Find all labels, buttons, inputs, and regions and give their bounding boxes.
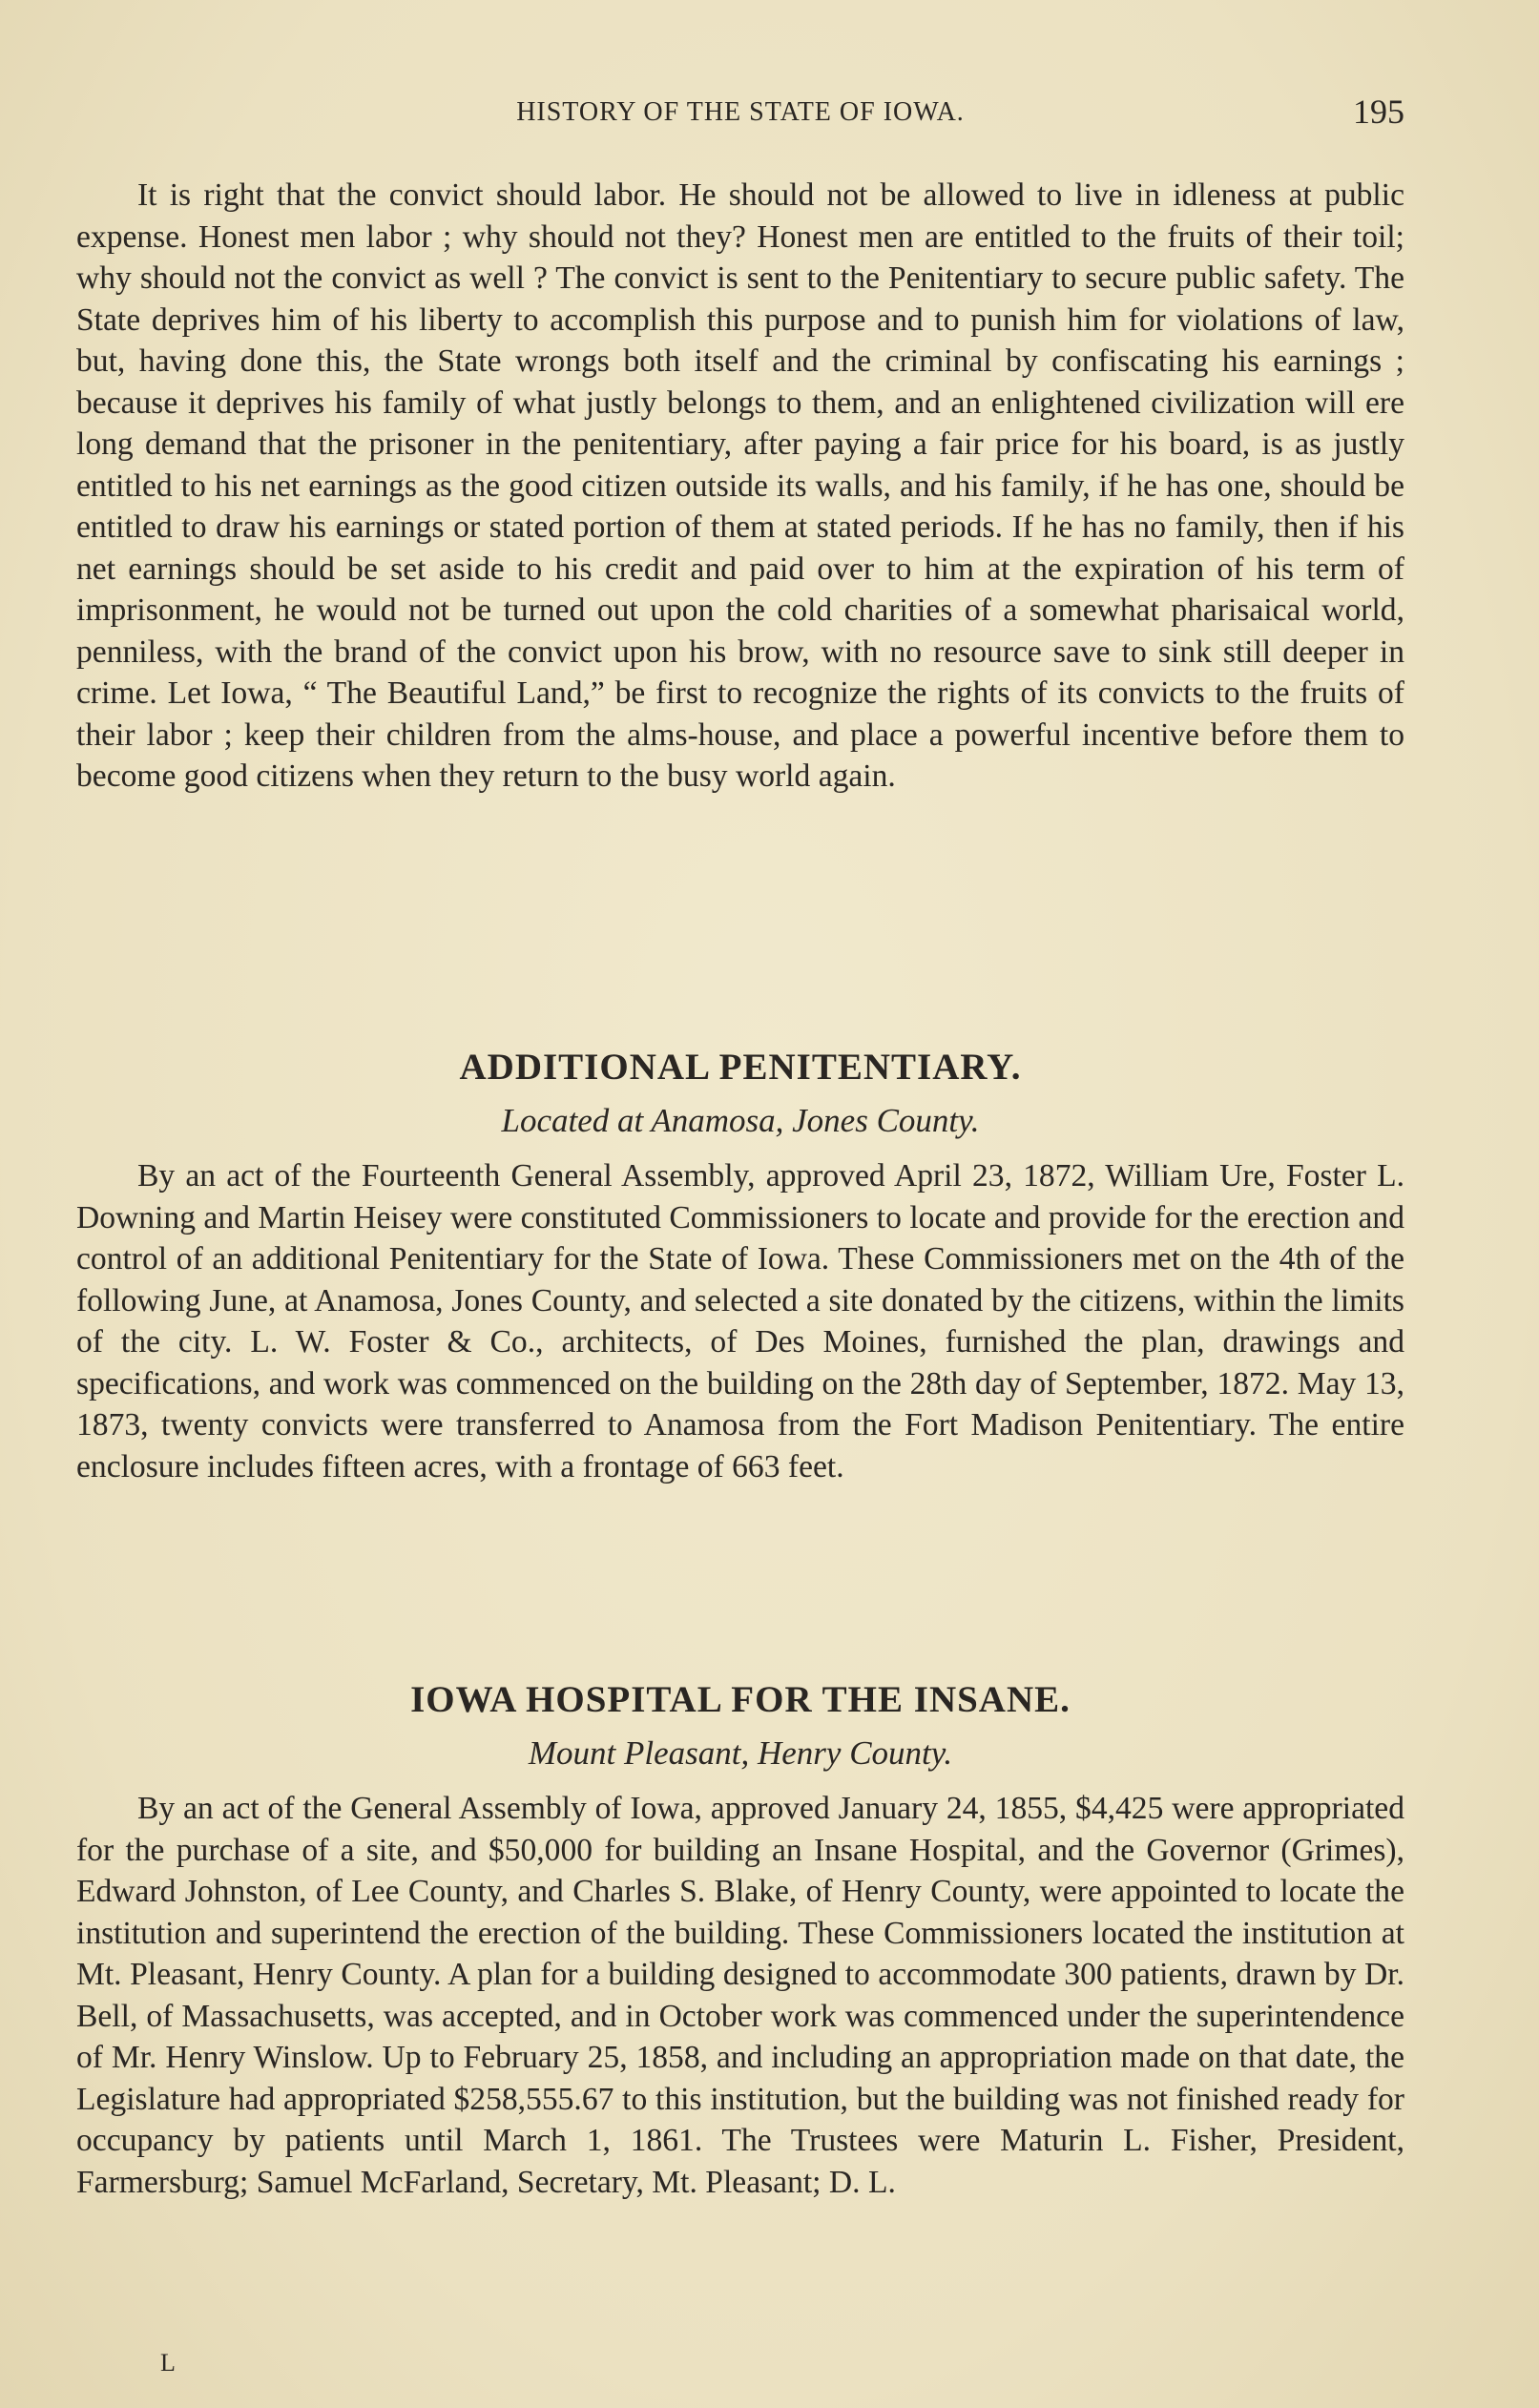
section-title-penitentiary: ADDITIONAL PENITENTIARY. [459, 1047, 1022, 1088]
paragraph-convict-labor: It is right that the convict should labor. He should not be allowed to live in idleness at public expense. Honest men labor ; why should not they? Honest men are entitled to the fruits of their toil; why should not the convict as well ? The convict is sent to the Penitentiary to secure public safety. The State deprives him of his liberty to accomplish this purpose and to punish him for violations of law, but, having done this, the State wrongs both itself and the criminal by confiscating his earnings ; because it deprives his family of what justly belongs to them, and an enlightened civilization will ere long demand that the prisoner in the penitentiary, after paying a fair price for his board, is as justly entitled to his net earnings as the good citizen outside its walls, and his family, if he has one, should be entitled to draw his earnings or stated portion of them at stated periods. If he has no family, then if his net earnings should be set aside to his credit and paid over to him at the expiration of his term of imprisonment, he would not be turned out upon the cold charities of a somewhat pharisaical world, penniless, with the brand of the convict upon his brow, with no resource save to sink still deeper in crime. Let Iowa, “ The Beautiful Land,” be first to recognize the rights of its convicts to the fruits of their labor ; keep their children from the alms-house, and place a powerful incentive before them to become good citizens when they return to the busy world again. [76, 177, 1404, 794]
column-top [76, 175, 1404, 798]
page-number: 195 [1353, 93, 1404, 131]
section-subtitle-hospital: Mount Pleasant, Henry County. [528, 1734, 953, 1772]
section-title-hospital: IOWA HOSPITAL FOR THE INSANE. [410, 1679, 1071, 1720]
section-additional-penitentiary [76, 1041, 1404, 1487]
paragraph-hospital: By an act of the General Assembly of Iowa, approved January 24, 1855, $4,425 were appropriated for the purchase of a site, and $50,000 for building an Insane Hospital, and the Governor (Grimes), Edward Johnston, of Lee County, and Charles S. Blake, of Henry County, were appointed to locate the institution and superintend the erection of the building. These Commissioners located the institution at Mt. Pleasant, Henry County. A plan for a building designed to accommodate 300 patients, drawn by Dr. Bell, of Massachusetts, was accepted, and in October work was commenced under the superintendence of Mr. Henry Winslow. Up to February 25, 1858, and including an appropriation made on that date, the Legislature had appropriated $258,555.67 to this institution, but the building was not finished ready for occupancy by patients until March 1, 1861. The Trustees were Maturin L. Fisher, President, Farmersburg; Samuel McFarland, Secretary, Mt. Pleasant; D. L. [76, 1791, 1404, 2200]
running-head: HISTORY OF THE STATE OF IOWA. [516, 97, 965, 127]
section-hospital-insane [76, 1673, 1404, 2203]
section-subtitle-penitentiary: Located at Anamosa, Jones County. [501, 1102, 980, 1139]
page-header [76, 92, 1404, 139]
signature-mark: L [160, 2349, 176, 2377]
paragraph-penitentiary: By an act of the Fourteenth General Assembly, approved April 23, 1872, William Ure, Foster L. Downing and Martin Heisey were constituted Commissioners to locate and provide for the erection and control of an additional Penitentiary for the State of Iowa. These Commissioners met on the 4th of the following June, at Anamosa, Jones County, and selected a site donated by the citizens, within the limits of the city. L. W. Foster & Co., architects, of Des Moines, furnished the plan, drawings and specifications, and work was commenced on the building on the 28th day of September, 1872. May 13, 1873, twenty convicts were transferred to Anamosa from the Fort Madison Penitentiary. The entire enclosure includes fifteen acres, with a frontage of 663 feet. [76, 1158, 1404, 1484]
